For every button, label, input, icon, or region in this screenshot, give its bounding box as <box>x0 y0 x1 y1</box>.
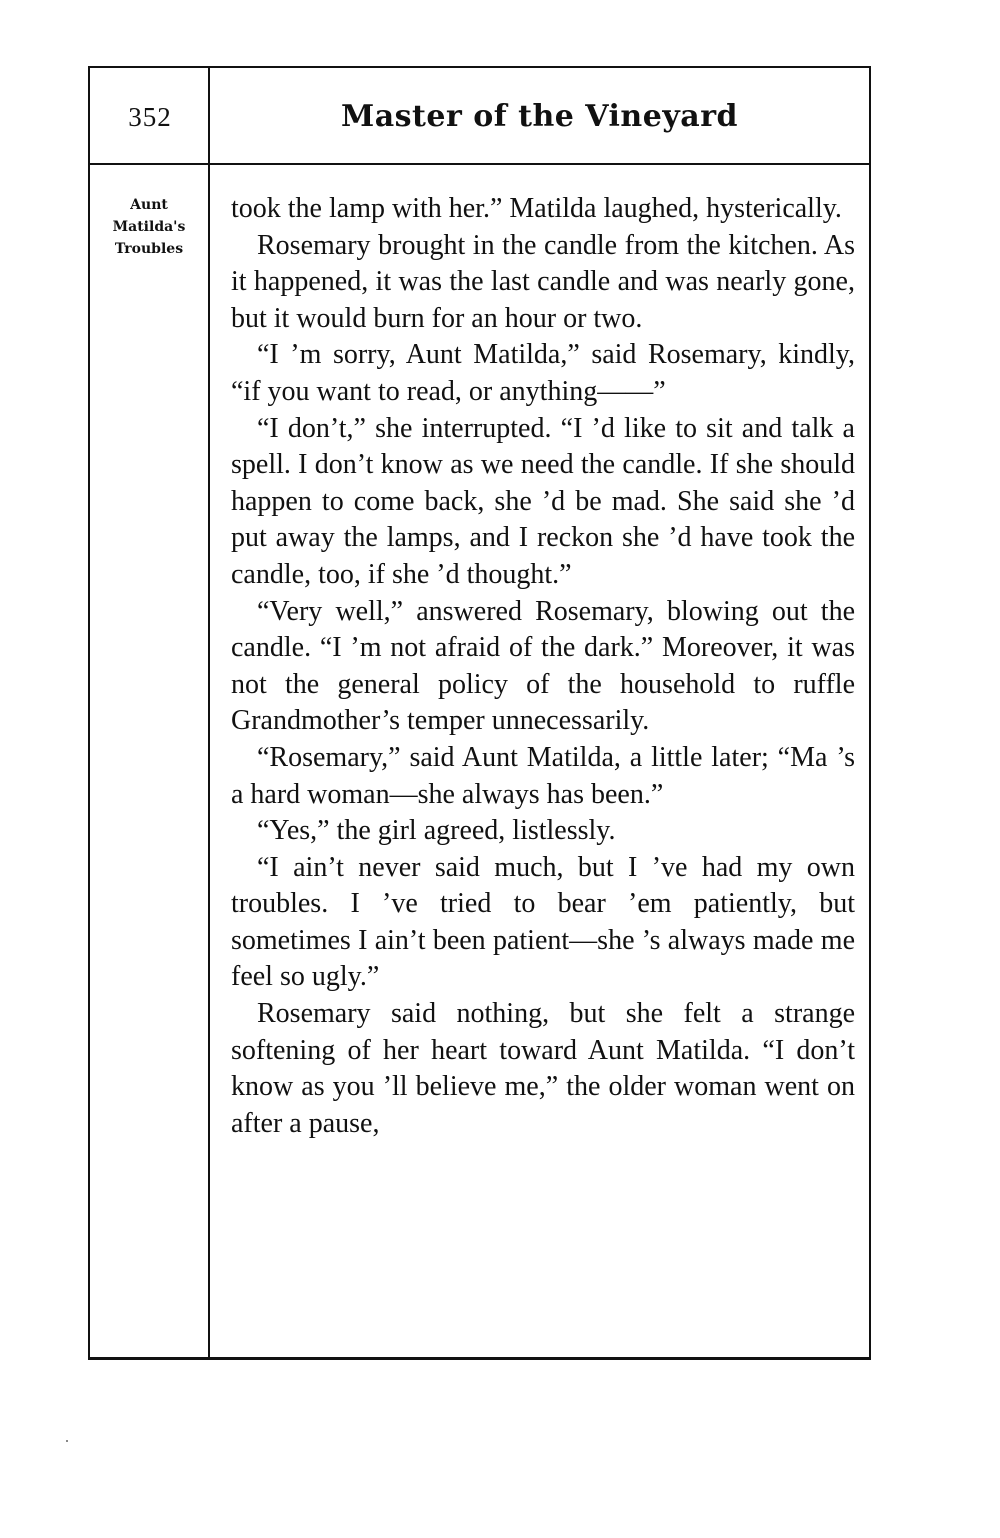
marginal-note <box>90 194 208 260</box>
marginal-note-line: Aunt <box>130 197 168 213</box>
paragraph: “Yes,” the girl agreed, listlessly. <box>257 815 616 847</box>
running-title: Master of the Vineyard <box>341 99 738 134</box>
margin-divider <box>208 68 210 1357</box>
marginal-note-line: Matilda's <box>112 219 186 235</box>
page-frame <box>88 66 871 1360</box>
paragraph: “I don’t,” she interrupted. “I ’d like to sit and talk a spell. I don’t know as we need the candle. If she should happen to come back, she ’d be mad. She said she ’d put away the lamps, and I reckon she ’d have took the candle, too, if she ’d thought.” <box>231 412 855 590</box>
paragraph: took the lamp with her.” Matilda laughed, hysterically. <box>231 193 842 224</box>
paragraph: “I ’m sorry, Aunt Matilda,” said Rosemary, kindly, “if you want to read, or anything——” <box>231 339 855 407</box>
print-speck <box>66 1440 68 1442</box>
paragraph: Rosemary said nothing, but she felt a strange softening of her heart toward Aunt Matilda. “I don’t know as you ’ll believe me,” the older woman went on after a pause, <box>231 998 855 1139</box>
paragraph: “I ain’t never said much, but I ’ve had my own troubles. I ’ve tried to bear ’em patiently, but sometimes I ain’t been patient—she ’s always made me feel so ugly.” <box>231 851 855 993</box>
paragraph: Rosemary brought in the candle from the kitchen. As it happened, it was the last candle and was nearly gone, but it would burn for an hour or two. <box>231 229 855 334</box>
paragraph: “Very well,” answered Rosemary, blowing out the candle. “I ’m not afraid of the dark.” Moreover, it was not the general policy of the household to ruffle Grandmother’s temper unnecessarily. <box>231 595 855 737</box>
marginal-note-line: Troubles <box>114 241 184 257</box>
body-text <box>231 191 855 1142</box>
running-header <box>90 68 869 165</box>
page-number: 352 <box>128 102 172 132</box>
paragraph: “Rosemary,” said Aunt Matilda, a little later; “Ma ’s a hard woman—she always has been.” <box>231 741 855 810</box>
